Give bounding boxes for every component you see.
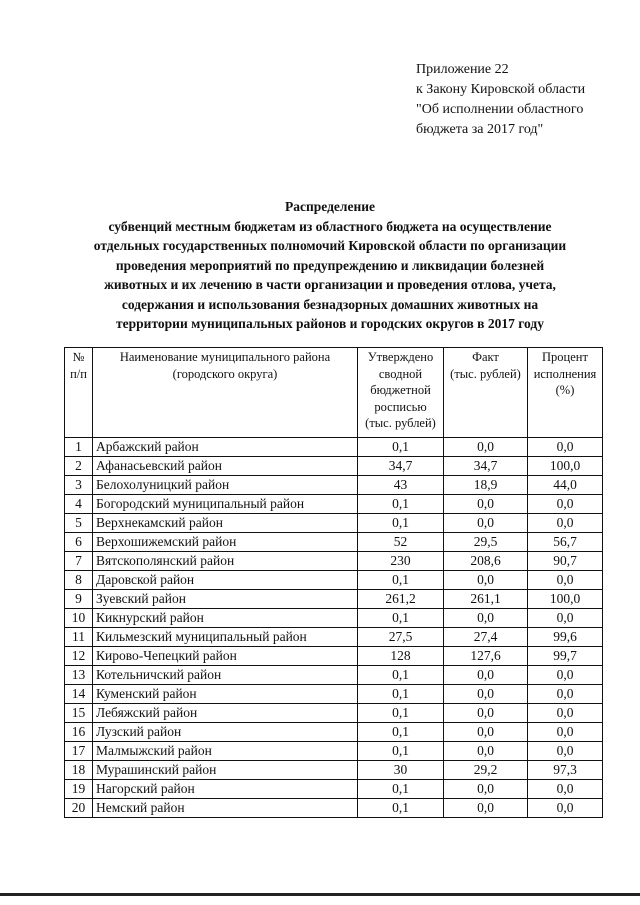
approved-amount: 43: [358, 476, 444, 495]
table-row: [65, 514, 603, 533]
header-text: бюджетной: [370, 383, 431, 397]
fact-amount: 0,0: [444, 799, 528, 818]
document-title: [40, 197, 620, 334]
execution-percent: 99,6: [528, 628, 603, 647]
fact-amount: 0,0: [444, 685, 528, 704]
distribution-table: [64, 347, 603, 818]
header-text: (%): [555, 383, 575, 397]
fact-amount: 27,4: [444, 628, 528, 647]
district-name: Афанасьевский район: [93, 457, 358, 476]
approved-amount: 0,1: [358, 571, 444, 590]
approved-amount: 230: [358, 552, 444, 571]
header-fact: [444, 348, 528, 438]
header-text: исполнения: [533, 366, 597, 381]
row-number: 2: [65, 457, 93, 476]
row-number: 4: [65, 495, 93, 514]
approved-amount: 0,1: [358, 799, 444, 818]
table-row: [65, 704, 603, 723]
district-name: Арбажский район: [93, 438, 358, 457]
fact-amount: 29,2: [444, 761, 528, 780]
district-name: Белохолуницкий район: [93, 476, 358, 495]
table-row: [65, 552, 603, 571]
header-text: (тыс. рублей): [450, 366, 521, 381]
table-header-row: [65, 348, 603, 438]
execution-percent: 97,3: [528, 761, 603, 780]
approved-amount: 0,1: [358, 438, 444, 457]
execution-percent: 0,0: [528, 723, 603, 742]
fact-amount: 261,1: [444, 590, 528, 609]
header-text: (тыс. рублей): [365, 416, 436, 430]
row-number: 18: [65, 761, 93, 780]
fact-amount: 0,0: [444, 742, 528, 761]
approved-amount: 0,1: [358, 609, 444, 628]
fact-amount: 0,0: [444, 495, 528, 514]
row-number: 7: [65, 552, 93, 571]
header-text: Утверждено: [367, 350, 434, 364]
title-heading: Распределение: [284, 199, 376, 214]
header-text: росписью: [374, 399, 427, 414]
title-line: животных и их лечению в части организации и проведения отлова, учета,: [104, 277, 556, 292]
header-text: Процент: [542, 350, 588, 364]
row-number: 9: [65, 590, 93, 609]
table-row: [65, 590, 603, 609]
row-number: 10: [65, 609, 93, 628]
table-row: [65, 628, 603, 647]
table-row: [65, 495, 603, 514]
fact-amount: 0,0: [444, 780, 528, 799]
table-row: [65, 476, 603, 495]
approved-amount: 34,7: [358, 457, 444, 476]
table-row: [65, 685, 603, 704]
appendix-note: [416, 60, 626, 140]
approved-amount: 0,1: [358, 704, 444, 723]
title-line: проведения мероприятий по предупреждению и ликвидации болезней: [115, 257, 545, 273]
approved-amount: 30: [358, 761, 444, 780]
table-row: [65, 780, 603, 799]
fact-amount: 127,6: [444, 647, 528, 666]
title-line: территории муниципальных районов и городских округов в 2017 году: [116, 316, 544, 331]
row-number: 11: [65, 628, 93, 647]
execution-percent: 0,0: [528, 438, 603, 457]
execution-percent: 100,0: [528, 590, 603, 609]
row-number: 19: [65, 780, 93, 799]
fact-amount: 0,0: [444, 704, 528, 723]
execution-percent: 0,0: [528, 742, 603, 761]
approved-amount: 0,1: [358, 666, 444, 685]
approved-amount: 0,1: [358, 780, 444, 799]
execution-percent: 99,7: [528, 647, 603, 666]
approved-amount: 0,1: [358, 495, 444, 514]
execution-percent: 0,0: [528, 780, 603, 799]
table-row: [65, 571, 603, 590]
table-row: [65, 742, 603, 761]
appendix-line: Приложение 22: [416, 62, 509, 77]
district-name: Богородский муниципальный район: [93, 495, 358, 514]
district-name: Верхошижемский район: [93, 533, 358, 552]
execution-percent: 100,0: [528, 457, 603, 476]
district-name: Нагорский район: [93, 780, 358, 799]
table-row: [65, 799, 603, 818]
header-text: Факт: [472, 350, 499, 364]
header-name: [93, 348, 358, 438]
approved-amount: 0,1: [358, 685, 444, 704]
table-row: [65, 666, 603, 685]
title-line: содержания и использования безнадзорных домашних животных на: [121, 296, 539, 312]
row-number: 5: [65, 514, 93, 533]
fact-amount: 34,7: [444, 457, 528, 476]
approved-amount: 0,1: [358, 742, 444, 761]
approved-amount: 128: [358, 647, 444, 666]
execution-percent: 0,0: [528, 514, 603, 533]
approved-amount: 0,1: [358, 723, 444, 742]
district-name: Кирово-Чепецкий район: [93, 647, 358, 666]
table-row: [65, 533, 603, 552]
table-body: [65, 438, 603, 818]
header-percent: [528, 348, 603, 438]
header-text: п/п: [70, 366, 87, 381]
execution-percent: 0,0: [528, 495, 603, 514]
execution-percent: 0,0: [528, 666, 603, 685]
execution-percent: 0,0: [528, 571, 603, 590]
approved-amount: 261,2: [358, 590, 444, 609]
approved-amount: 52: [358, 533, 444, 552]
header-text: (городского округа): [172, 366, 278, 381]
district-name: Верхнекамский район: [93, 514, 358, 533]
fact-amount: 0,0: [444, 666, 528, 685]
row-number: 14: [65, 685, 93, 704]
execution-percent: 0,0: [528, 799, 603, 818]
execution-percent: 90,7: [528, 552, 603, 571]
row-number: 17: [65, 742, 93, 761]
header-text: сводной: [378, 366, 423, 381]
district-name: Малмыжский район: [93, 742, 358, 761]
row-number: 13: [65, 666, 93, 685]
header-text: №: [72, 350, 85, 364]
table-row: [65, 438, 603, 457]
district-name: Мурашинский район: [93, 761, 358, 780]
district-name: Зуевский район: [93, 590, 358, 609]
table-row: [65, 723, 603, 742]
district-name: Лузский район: [93, 723, 358, 742]
row-number: 8: [65, 571, 93, 590]
fact-amount: 0,0: [444, 571, 528, 590]
row-number: 20: [65, 799, 93, 818]
district-name: Даровской район: [93, 571, 358, 590]
header-num: [65, 348, 93, 438]
row-number: 16: [65, 723, 93, 742]
row-number: 12: [65, 647, 93, 666]
row-number: 15: [65, 704, 93, 723]
header-approved: [358, 348, 444, 438]
district-name: Куменский район: [93, 685, 358, 704]
fact-amount: 0,0: [444, 723, 528, 742]
table-row: [65, 609, 603, 628]
execution-percent: 0,0: [528, 609, 603, 628]
page-bottom-rule: [0, 893, 640, 896]
execution-percent: 44,0: [528, 476, 603, 495]
district-name: Котельничский район: [93, 666, 358, 685]
execution-percent: 0,0: [528, 685, 603, 704]
execution-percent: 56,7: [528, 533, 603, 552]
fact-amount: 208,6: [444, 552, 528, 571]
table-row: [65, 647, 603, 666]
fact-amount: 0,0: [444, 609, 528, 628]
approved-amount: 27,5: [358, 628, 444, 647]
row-number: 6: [65, 533, 93, 552]
row-number: 3: [65, 476, 93, 495]
fact-amount: 0,0: [444, 438, 528, 457]
district-name: Немский район: [93, 799, 358, 818]
table-row: [65, 457, 603, 476]
title-line: отдельных государственных полномочий Кировской области по организации: [93, 238, 567, 253]
execution-percent: 0,0: [528, 704, 603, 723]
district-name: Лебяжский район: [93, 704, 358, 723]
district-name: Вятскополянский район: [93, 552, 358, 571]
appendix-line: бюджета за 2017 год": [416, 122, 544, 137]
header-text: Наименование муниципального района: [119, 350, 331, 364]
table-row: [65, 761, 603, 780]
fact-amount: 0,0: [444, 514, 528, 533]
appendix-line: к Закону Кировской области: [416, 82, 586, 97]
district-name: Кикнурский район: [93, 609, 358, 628]
row-number: 1: [65, 438, 93, 457]
approved-amount: 0,1: [358, 514, 444, 533]
fact-amount: 18,9: [444, 476, 528, 495]
title-line: субвенций местным бюджетам из областного бюджета на осуществление: [108, 218, 552, 234]
appendix-line: "Об исполнении областного: [416, 102, 584, 117]
district-name: Кильмезский муниципальный район: [93, 628, 358, 647]
fact-amount: 29,5: [444, 533, 528, 552]
